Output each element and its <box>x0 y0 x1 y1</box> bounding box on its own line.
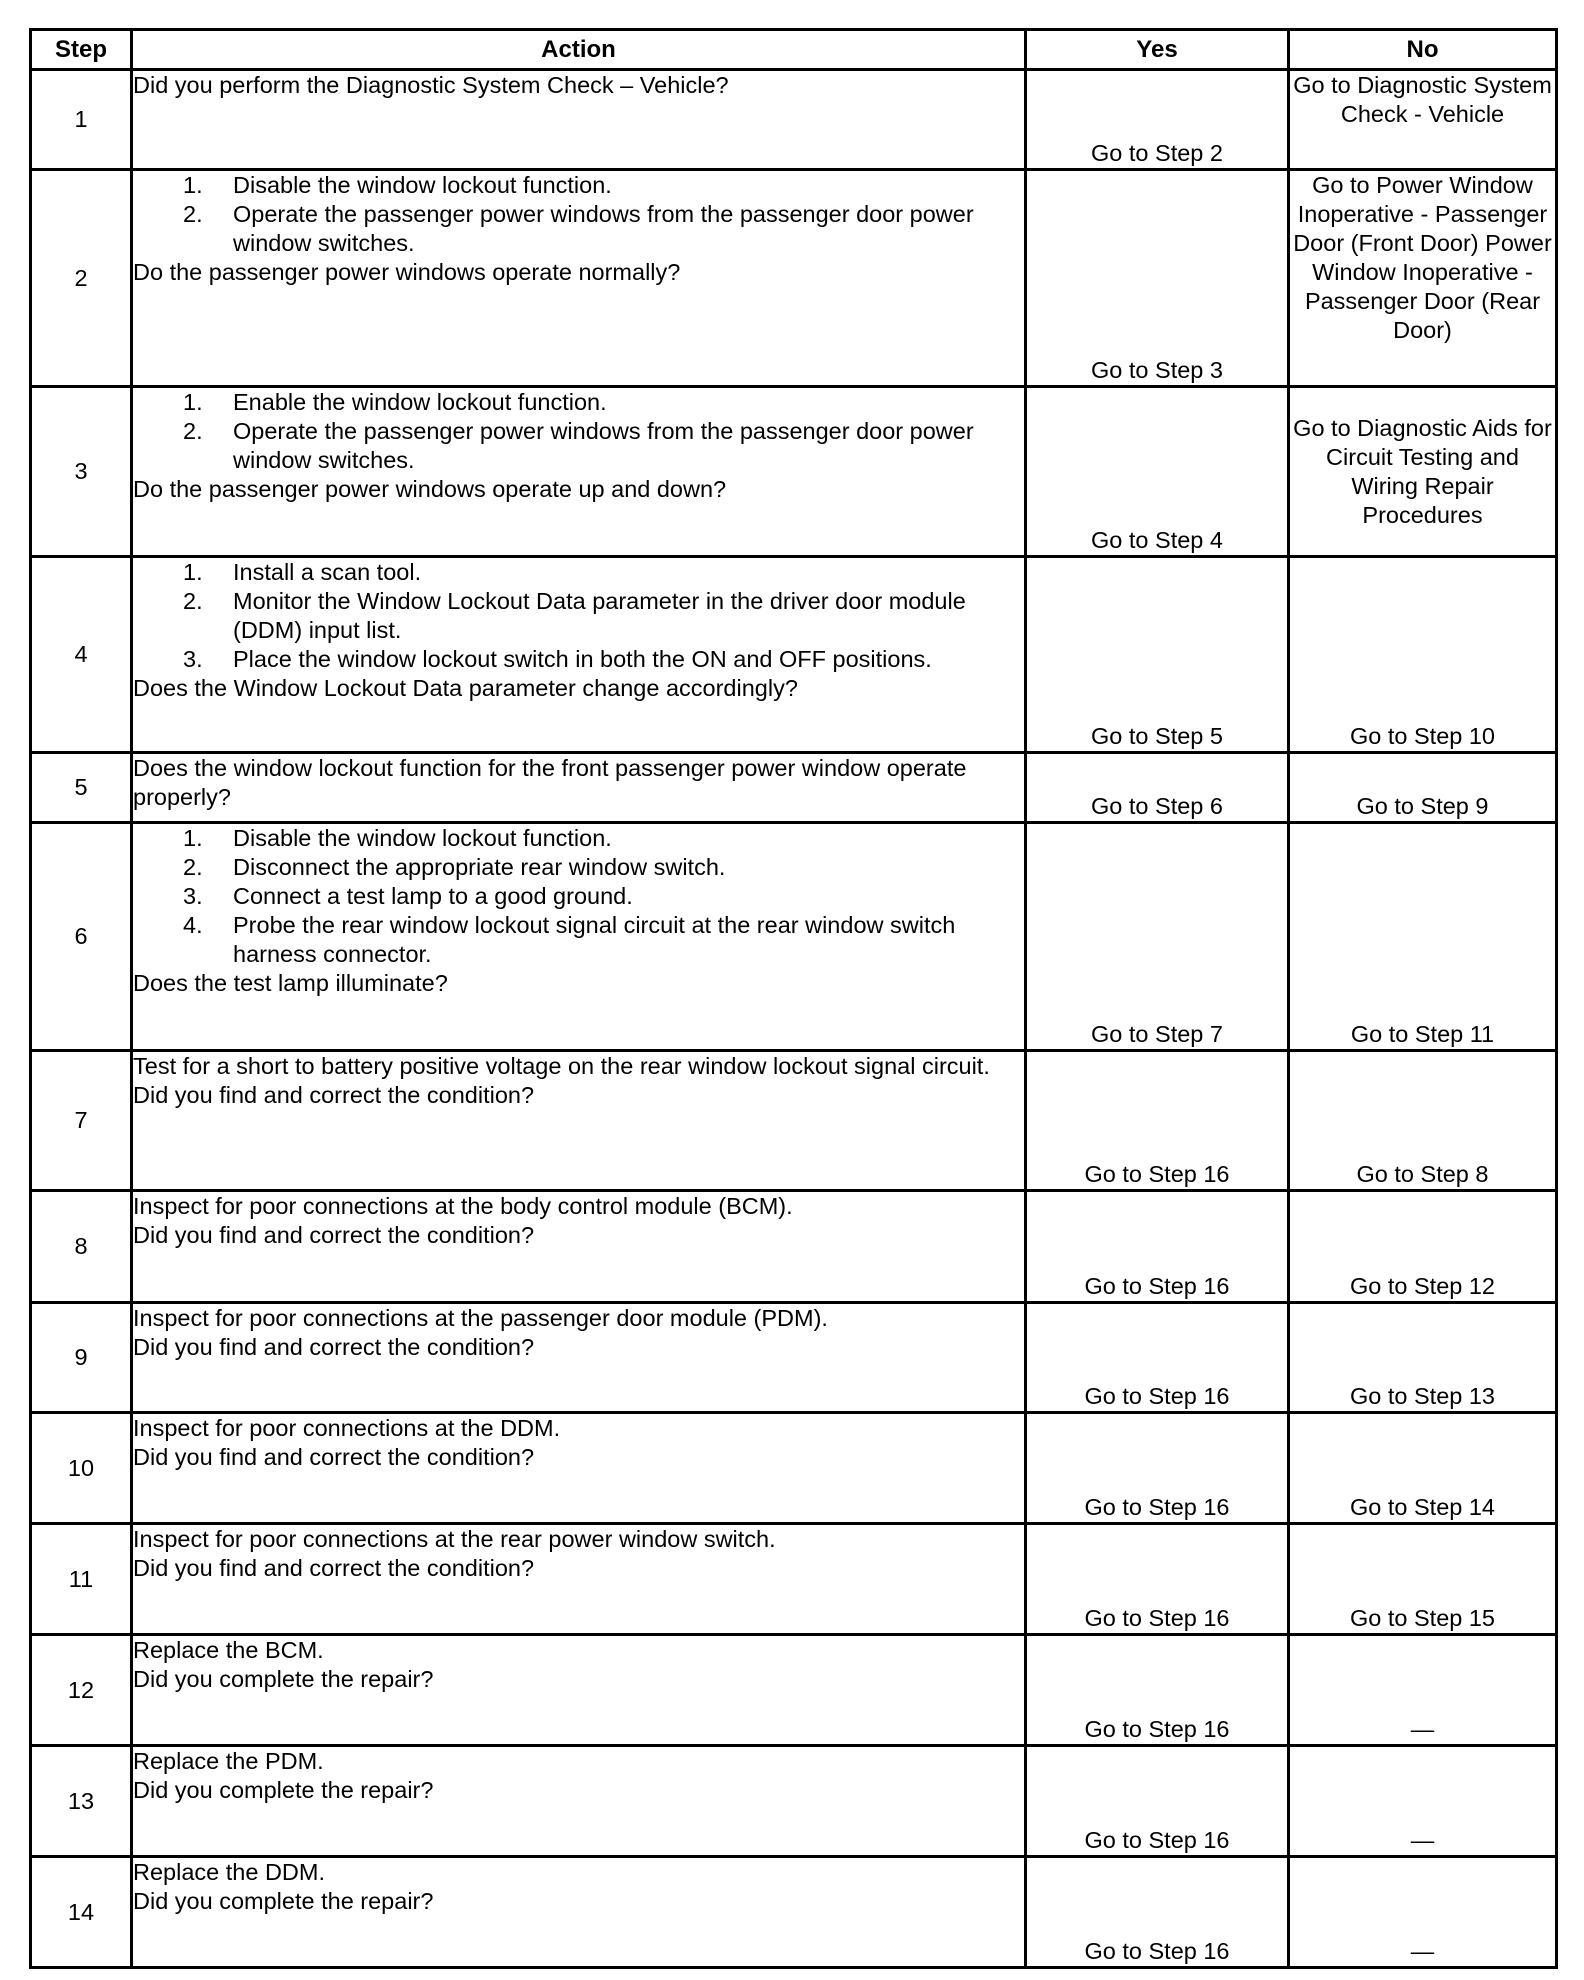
action-step-number: 3. <box>183 883 203 909</box>
action-step-text: Enable the window lockout function. <box>233 389 607 415</box>
action-content <box>133 388 1024 504</box>
header-step: Step <box>31 30 132 70</box>
step-number: 12 <box>31 1635 132 1746</box>
action-content <box>133 1414 1024 1472</box>
action-step-item <box>133 171 1024 200</box>
action-step-text: Monitor the Window Lockout Data parameter in the driver door module (DDM) input list. <box>233 588 966 643</box>
step-number: 1 <box>31 70 132 170</box>
action-step-item <box>133 417 1024 475</box>
action-top <box>133 1192 1024 1221</box>
action-content <box>133 754 1024 812</box>
action-top <box>133 1414 1024 1443</box>
action-cell <box>132 1191 1026 1303</box>
action-question: Did you find and correct the condition? <box>133 1082 535 1108</box>
action-cell <box>132 1746 1026 1857</box>
action-top <box>133 1304 1024 1333</box>
action-cell <box>132 753 1026 823</box>
action-question: Did you complete the repair? <box>133 1777 434 1803</box>
action-step-item <box>133 558 1024 587</box>
action-step-item <box>133 200 1024 258</box>
no-cell: Go to Step 13 <box>1289 1303 1557 1413</box>
step-number: 14 <box>31 1857 132 1968</box>
action-cell <box>132 1303 1026 1413</box>
action-text: Replace the PDM. <box>133 1748 324 1774</box>
no-cell: — <box>1289 1746 1557 1857</box>
yes-cell: Go to Step 6 <box>1026 753 1289 823</box>
action-steps-list <box>133 171 1024 258</box>
action-step-item <box>133 388 1024 417</box>
table-row <box>31 557 1557 753</box>
step-number: 6 <box>31 823 132 1051</box>
action-text: Does the window lockout function for the front passenger power window operate properly? <box>133 755 967 810</box>
action-content <box>133 1858 1024 1916</box>
action-step-number: 1. <box>183 559 203 585</box>
action-content <box>133 1052 1024 1110</box>
table-row <box>31 753 1557 823</box>
action-top <box>133 71 1024 100</box>
no-cell: Go to Step 15 <box>1289 1524 1557 1635</box>
action-step-number: 1. <box>183 172 203 198</box>
no-cell: Go to Diagnostic System Check - Vehicle <box>1289 70 1557 170</box>
action-top <box>133 754 1024 812</box>
no-cell: Go to Step 9 <box>1289 753 1557 823</box>
table-row <box>31 1635 1557 1746</box>
yes-cell: Go to Step 16 <box>1026 1524 1289 1635</box>
action-top <box>133 1747 1024 1776</box>
yes-cell: Go to Step 3 <box>1026 170 1289 387</box>
yes-cell: Go to Step 4 <box>1026 387 1289 557</box>
action-steps-list <box>133 388 1024 475</box>
step-number: 13 <box>31 1746 132 1857</box>
action-question: Does the test lamp illuminate? <box>133 970 448 996</box>
action-step-number: 4. <box>183 912 203 938</box>
action-step-item <box>133 587 1024 645</box>
action-content <box>133 171 1024 287</box>
action-text: Inspect for poor connections at the body control module (BCM). <box>133 1193 793 1219</box>
action-top <box>133 1636 1024 1665</box>
action-step-number: 1. <box>183 389 203 415</box>
step-number: 2 <box>31 170 132 387</box>
action-cell <box>132 387 1026 557</box>
action-step-item <box>133 853 1024 882</box>
step-number: 9 <box>31 1303 132 1413</box>
action-step-number: 2. <box>183 418 203 444</box>
step-number: 7 <box>31 1051 132 1191</box>
step-number: 5 <box>31 753 132 823</box>
action-step-text: Operate the passenger power windows from the passenger door power window switches. <box>233 418 974 473</box>
diagnostic-table <box>29 28 1558 1969</box>
action-step-text: Probe the rear window lockout signal circuit at the rear window switch harness connector. <box>233 912 956 967</box>
action-step-text: Disable the window lockout function. <box>233 172 612 198</box>
table-row <box>31 823 1557 1051</box>
action-text: Inspect for poor connections at the rear power window switch. <box>133 1526 776 1552</box>
action-top <box>133 1052 1024 1081</box>
no-cell: Go to Diagnostic Aids for Circuit Testing and Wiring Repair Procedures <box>1289 387 1557 557</box>
action-step-number: 2. <box>183 201 203 227</box>
no-cell: Go to Step 8 <box>1289 1051 1557 1191</box>
table-body <box>31 70 1557 1968</box>
action-text: Test for a short to battery positive voltage on the rear window lockout signal circuit. <box>133 1053 990 1079</box>
action-step-text: Operate the passenger power windows from the passenger door power window switches. <box>233 201 974 256</box>
action-text: Inspect for poor connections at the passenger door module (PDM). <box>133 1305 828 1331</box>
action-question: Did you find and correct the condition? <box>133 1222 535 1248</box>
yes-cell: Go to Step 16 <box>1026 1413 1289 1524</box>
action-content <box>133 71 1024 100</box>
no-cell: Go to Power Window Inoperative - Passenger Door (Front Door) Power Window Inoperative - Passenger Door (Rear Door) <box>1289 170 1557 387</box>
action-text: Did you perform the Diagnostic System Check – Vehicle? <box>133 72 729 98</box>
action-cell <box>132 1857 1026 1968</box>
action-top <box>133 824 1024 969</box>
action-step-number: 3. <box>183 646 203 672</box>
table-row <box>31 1051 1557 1191</box>
action-steps-list <box>133 824 1024 969</box>
action-cell <box>132 823 1026 1051</box>
action-content <box>133 1304 1024 1362</box>
action-cell <box>132 1051 1026 1191</box>
action-cell <box>132 1524 1026 1635</box>
table-row <box>31 1191 1557 1303</box>
action-content <box>133 824 1024 998</box>
no-cell: Go to Step 12 <box>1289 1191 1557 1303</box>
action-step-text: Place the window lockout switch in both the ON and OFF positions. <box>233 646 932 672</box>
action-cell <box>132 170 1026 387</box>
yes-cell: Go to Step 16 <box>1026 1051 1289 1191</box>
step-number: 11 <box>31 1524 132 1635</box>
action-question: Do the passenger power windows operate normally? <box>133 259 681 285</box>
action-step-item <box>133 645 1024 674</box>
header-no: No <box>1289 30 1557 70</box>
action-step-item <box>133 911 1024 969</box>
step-number: 8 <box>31 1191 132 1303</box>
yes-cell: Go to Step 16 <box>1026 1635 1289 1746</box>
table-row <box>31 1524 1557 1635</box>
step-number: 4 <box>31 557 132 753</box>
action-question: Did you complete the repair? <box>133 1888 434 1914</box>
yes-cell: Go to Step 5 <box>1026 557 1289 753</box>
action-question: Does the Window Lockout Data parameter change accordingly? <box>133 675 798 701</box>
action-step-item <box>133 882 1024 911</box>
yes-cell: Go to Step 2 <box>1026 70 1289 170</box>
action-content <box>133 558 1024 703</box>
action-top <box>133 1525 1024 1554</box>
action-step-text: Connect a test lamp to a good ground. <box>233 883 633 909</box>
action-step-text: Install a scan tool. <box>233 559 422 585</box>
table-row <box>31 1303 1557 1413</box>
action-cell <box>132 557 1026 753</box>
action-cell <box>132 1413 1026 1524</box>
action-cell <box>132 70 1026 170</box>
action-step-number: 2. <box>183 854 203 880</box>
step-number: 10 <box>31 1413 132 1524</box>
action-content <box>133 1192 1024 1250</box>
table-row <box>31 170 1557 387</box>
no-cell: — <box>1289 1857 1557 1968</box>
header-row <box>31 30 1557 70</box>
table-row <box>31 1413 1557 1524</box>
no-cell: — <box>1289 1635 1557 1746</box>
action-content <box>133 1636 1024 1694</box>
action-cell <box>132 1635 1026 1746</box>
action-question: Do the passenger power windows operate up and down? <box>133 476 727 502</box>
action-top <box>133 1858 1024 1887</box>
action-top <box>133 558 1024 674</box>
action-step-number: 2. <box>183 588 203 614</box>
action-content <box>133 1747 1024 1805</box>
no-cell: Go to Step 14 <box>1289 1413 1557 1524</box>
no-cell: Go to Step 10 <box>1289 557 1557 753</box>
yes-cell: Go to Step 16 <box>1026 1746 1289 1857</box>
yes-cell: Go to Step 16 <box>1026 1191 1289 1303</box>
action-question: Did you find and correct the condition? <box>133 1334 535 1360</box>
no-cell: Go to Step 11 <box>1289 823 1557 1051</box>
yes-cell: Go to Step 16 <box>1026 1303 1289 1413</box>
table-row <box>31 387 1557 557</box>
table-row <box>31 70 1557 170</box>
header-action: Action <box>132 30 1026 70</box>
action-top <box>133 171 1024 258</box>
action-content <box>133 1525 1024 1583</box>
action-text: Replace the BCM. <box>133 1637 324 1663</box>
action-step-text: Disable the window lockout function. <box>233 825 612 851</box>
header-yes: Yes <box>1026 30 1289 70</box>
yes-cell: Go to Step 16 <box>1026 1857 1289 1968</box>
action-text: Replace the DDM. <box>133 1859 325 1885</box>
action-text: Inspect for poor connections at the DDM. <box>133 1415 561 1441</box>
action-step-item <box>133 824 1024 853</box>
action-steps-list <box>133 558 1024 674</box>
action-question: Did you find and correct the condition? <box>133 1555 535 1581</box>
table-row <box>31 1746 1557 1857</box>
yes-cell: Go to Step 7 <box>1026 823 1289 1051</box>
action-step-number: 1. <box>183 825 203 851</box>
step-number: 3 <box>31 387 132 557</box>
action-step-text: Disconnect the appropriate rear window switch. <box>233 854 726 880</box>
action-top <box>133 388 1024 475</box>
action-question: Did you complete the repair? <box>133 1666 434 1692</box>
table-row <box>31 1857 1557 1968</box>
action-question: Did you find and correct the condition? <box>133 1444 535 1470</box>
